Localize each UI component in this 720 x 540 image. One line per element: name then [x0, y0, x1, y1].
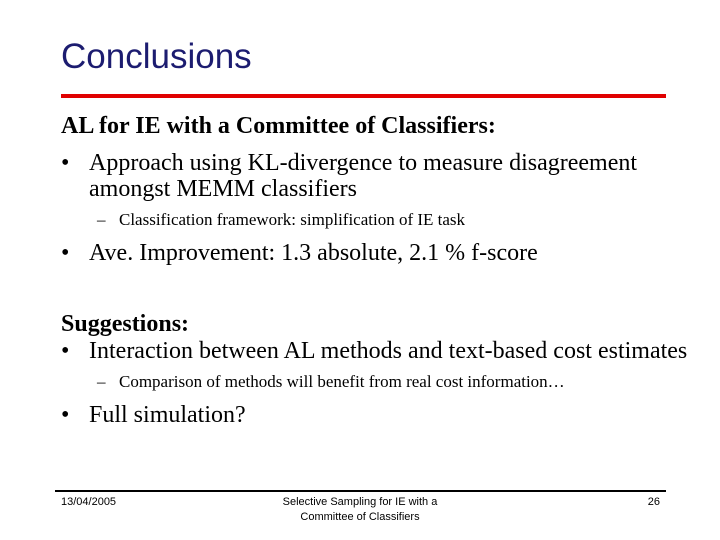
bullet-text: Ave. Improvement: 1.3 absolute, 2.1 % f-score: [89, 240, 538, 266]
slide-title: Conclusions: [61, 37, 252, 76]
section2-subbullet: [61, 372, 701, 392]
bullet-mark: •: [61, 150, 70, 176]
dash-mark: –: [97, 210, 106, 229]
footer-title-line-1: Selective Sampling for IE with a: [282, 496, 438, 508]
section1-heading: AL for IE with a Committee of Classifiers:: [61, 113, 496, 139]
dash-mark: –: [97, 372, 106, 391]
subbullet-text: Classification framework: simplification of IE task: [119, 210, 466, 229]
title-divider: [61, 94, 666, 98]
bullet-mark: •: [61, 240, 70, 266]
section2-bullet-1: [61, 338, 701, 364]
section2-heading: Suggestions:: [61, 311, 190, 337]
slide-content: [61, 112, 701, 428]
bullet-mark: •: [61, 338, 70, 364]
bullet-mark: •: [61, 402, 70, 428]
footer-page-number: 26: [647, 496, 660, 508]
section1-subbullet: [61, 210, 701, 230]
subbullet-text: Comparison of methods will benefit from real cost information…: [119, 372, 565, 391]
bullet-text: Approach using KL-divergence to measure disagreement amongst MEMM classifiers: [89, 150, 638, 202]
footer-date: 13/04/2005: [61, 496, 117, 508]
footer-divider: [55, 490, 666, 492]
footer-title: [250, 495, 470, 525]
bullet-text: Interaction between AL methods and text-based cost estimates: [89, 338, 688, 364]
section1-bullet-1: [61, 150, 701, 202]
section2-bullet-2: [61, 402, 701, 428]
section1-bullet-2: [61, 240, 701, 266]
footer-title-line-2: Committee of Classifiers: [300, 511, 420, 523]
bullet-text: Full simulation?: [89, 402, 246, 428]
